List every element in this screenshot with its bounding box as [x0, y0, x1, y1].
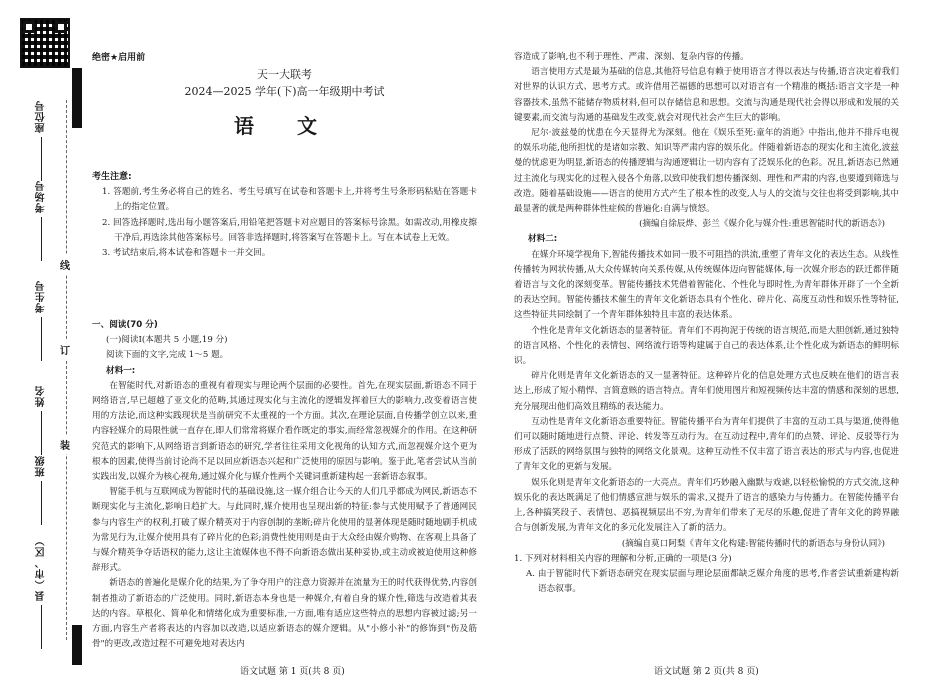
paragraph: 个性化是青年文化新语态的显著特征。青年们不再拘泥于传统的语言规范,而是大胆创新,通过独特的语言风格、个性化的表情包、网络流行语等构建属于自己的表达体系,让个性化成为新语态的鲜明标识。 [514, 325, 899, 367]
field-class: 班级 [34, 455, 49, 525]
page2-body [514, 50, 899, 597]
paragraph: 在媒介环境学视角下,智能传播技术如同一股不可阻挡的洪流,重塑了青年文化的表达生态。从线性传播转为网状传播,从大众传媒转向关系传媒,从传统媒体迈向智能媒体,每一次媒介形态的跃迁都伴随着语言与文化的深刻变革。智能传播技术凭借着智能化、个性化与即时性,为青年群体开辟了一个全新的表达空间。智能传播技术催生的青年文化新语态具有个性化、碎片化、高度互动性和娱乐性等特征,这些特征共同绘制了一个青年群体独特且丰富的表达体系。 [514, 249, 899, 321]
exam-org: 天一大联考 [257, 68, 312, 81]
paragraph: 尼尔·波兹曼的忧患在今天显得尤为深刻。他在《娱乐至死:童年的消逝》中指出,他并不排斥电视的娱乐功能,他所担忧的是诸如宗教、知识等严肃内容的娱乐化。伴随着新语态的现实化和主流化,波兹曼的忧虑更为明显,新语态的传播逻辑与沟通逻辑让一切内容有了泛娱乐化的色彩。况且,新语态已然通过主流化与现实化的过程入侵各个角落,以致印使我们想传播深刻、理性和严肃的内容,也要遵到筛选与改造。随着基础设施——语言的使用方式产生了根本性的改变,人与人的交流与交往也将受到影响,其中最显著的就是两种群体性症候的普遍化:自满与愤怒。 [514, 128, 899, 215]
paragraph: 娱乐化则是青年文化新语态的一大亮点。青年们巧妙融入幽默与戏谑,以轻松愉悦的方式交流,这种娱乐化的表达既满足了他们情感宣泄与娱乐的需求,又提升了语言的感染力与传播力。在智能传播平台上,各种搞笑段子、表情包、恶搞视频层出不穷,为青年们带来了无尽的乐趣,促进了青年文化的跨界融合与创新发展,为青年文化的多元化发展注入了新的活力。 [514, 477, 899, 534]
subject-title: 语 文 [234, 114, 335, 138]
black-bar-top [72, 68, 82, 128]
paragraph: 新语态的普遍化是媒介化的结果,为了争夺用户的注意力资源并在流量为王的时代获得优势,内容创制者推动了新语态的广泛使用。同时,新语态本身也是一种媒介,有着自身的媒介性,筛选与改造着其表达的内容。草根化、简单化和情绪化成为重要标准,一方面,唯有适应这些特点的思想内容被过滤;另一方面,内容生产者将表达的内容加以改造,以适应新语态的媒介逻辑。从"小修小补"的修饰到"伤及筋骨"的更改,改造过程不可避免地对表达内 [92, 578, 477, 650]
exam-term: 2024—2025 学年(下)高一年级期中考试 [184, 85, 385, 98]
section-title: 一、阅读(70 分) [92, 320, 158, 330]
notice-title: 考生注意: [92, 172, 132, 182]
page2-footer: 语文试题 第 2 页(共 8 页) [654, 667, 759, 677]
source-citation: (摘编自莫口阿梨《青年文化构建:智能传播时代的新语态与身份认同》) [621, 538, 885, 549]
question-stem: 1. 下列对材料相关内容的理解和分析,正确的一项是(3 分) [514, 553, 732, 564]
exam-notice [92, 170, 477, 261]
secret-label: 绝密★启用前 [92, 53, 146, 63]
paragraph: 碎片化则是青年文化新语态的又一显著特征。这种碎片化的信息处理方式也反映在他们的语言表达上,形成了短小精悍、言简意赅的语言特点。青年们使用图片和短视频传达丰富的情感和深刻的思想,充分展现出他们高效且精练的表达能力。 [514, 371, 899, 412]
notice-item: 1. 答题前,考生务必将自己的姓名、考生号填写在试卷和答题卡上,并将考生号条形码粘贴在答题卡上的指定位置。 [102, 187, 477, 213]
cut-line [66, 100, 67, 640]
notice-item: 3. 考试结束后,将本试卷和答题卡一并交回。 [102, 248, 271, 259]
mark-xian: 线 [60, 255, 70, 274]
qr-code-icon [20, 18, 70, 68]
mark-zhuang: 装 [60, 435, 70, 454]
paragraph: 容造成了影响,也不利于理性、严肃、深刻、复杂内容的传播。 [514, 52, 749, 62]
subsection-title: (一)阅读Ⅰ(本题共 5 小题,19 分) [106, 335, 228, 346]
field-name: 姓名 [34, 385, 49, 455]
paragraph: 在智能时代,对新语态的重视有着现实与理论两个层面的必要性。首先,在现实层面,新语态不同于网络语言,早已超越了亚文化的范畴,其通过现实化与主流化的逻辑发挥着巨大的影响力,改变着语言使用的方法论,而这种实践现状是当前研究不太重视的一个方面。其次,在理论层面,自传播学创立以来,重内容轻媒介的局限性就一直存在,即人们常常将媒介看作既定的事实,而经常忽视媒介的作用。在这种研究范式的影响下,从网络语言到新语态的研究,学者往往采用文化视角的认知方式,而忽视媒介这个更为根本的因素,使得当前讨论尚不足以回应新语态兴起和广泛使用的原因与影响。鉴于此,笔者尝试从当前实践出发,以媒介为核心视角,通过媒介化与媒介性两个关键词重新建构起一套新语态叙事。 [92, 380, 477, 483]
black-bar-bottom [72, 625, 82, 665]
paragraph: 互动性是青年文化新语态重要特征。智能传播平台为青年们提供了丰富的互动工具与渠道,使得他们可以随时随地进行点赞、评论、转发等互动行为。在互动过程中,青年们的点赞、评论、反驳等行为形成了活跃的网络氛围与独特的网络文化景观。这种互动性不仅丰富了语言表达的形式与内容,也促进了青年文化的更新与发展。 [514, 416, 899, 473]
question-option: A. 由于智能时代下新语态研究在现实层面与理论层面都缺乏媒介角度的思考,作者尝试重新建构新语态叙事。 [526, 568, 899, 595]
page1-footer: 语文试题 第 1 页(共 8 页) [240, 667, 345, 677]
source-citation: (摘编自徐辰烨、彭兰《媒介化与媒介性:重思智能时代的新语态》) [639, 219, 885, 230]
mark-ding: 订 [60, 340, 70, 359]
field-examinee-no: 考生号 [34, 280, 49, 361]
paragraph: 智能手机与互联网成为智能时代的基础设施,这一媒介组合让今天的人们几乎都成为网民,新语态不断现实化与主流化,影响日趋扩大。与此同时,媒介使用也呈现出新的特征:参与式使用赋予了普通网民参与内容生产的权利,打破了媒介精英对于内容创制的垄断;碎片化使用的显著体现是随时随地刷手机成为常见行为,让媒介使用具有了碎片化的色彩;消费性使用则是由于大众经由媒介购物、在客观上具备了与媒介精英争夺话语权的能力,这让主流媒体也不得不向新语态做出某种妥协,或主动或被迫使用这种修辞形式。 [92, 487, 477, 574]
instruction: 阅读下面的文字,完成 1～5 题。 [106, 350, 229, 361]
material2-label: 材料二: [528, 234, 558, 245]
binding-strip [0, 0, 84, 688]
material1-label: 材料一: [106, 365, 136, 376]
exam-header [92, 66, 477, 138]
field-county: 县（市、区） [34, 535, 49, 649]
page1-body [92, 318, 477, 652]
paragraph: 语言使用方式是最为基础的信息,其他符号信息有赖于使用语言才得以表达与传播,语言决定着我们对世界的认识方式、思考方式。或许借用芒福德的思想可以对语言有一个精准的概括:语言文字是一种容器技术,虽然不能储存物质材料,但可以存储信息和思想。交流与沟通是现代社会得以形成和发展的关键要素,而交流与沟通的基础发生改变,就会对现代社会产生巨大的影响。 [514, 67, 899, 123]
field-room: 考场号 [34, 180, 49, 261]
notice-item: 2. 回答选择题时,选出每小题答案后,用铅笔把答题卡对应题目的答案标号涂黑。如需改动,用橡皮擦干净后,再选涂其他答案标号。回答非选择题时,将答案写在答题卡上。写在本试卷上无效。 [102, 217, 477, 243]
field-seat: 座位号 [34, 100, 49, 181]
